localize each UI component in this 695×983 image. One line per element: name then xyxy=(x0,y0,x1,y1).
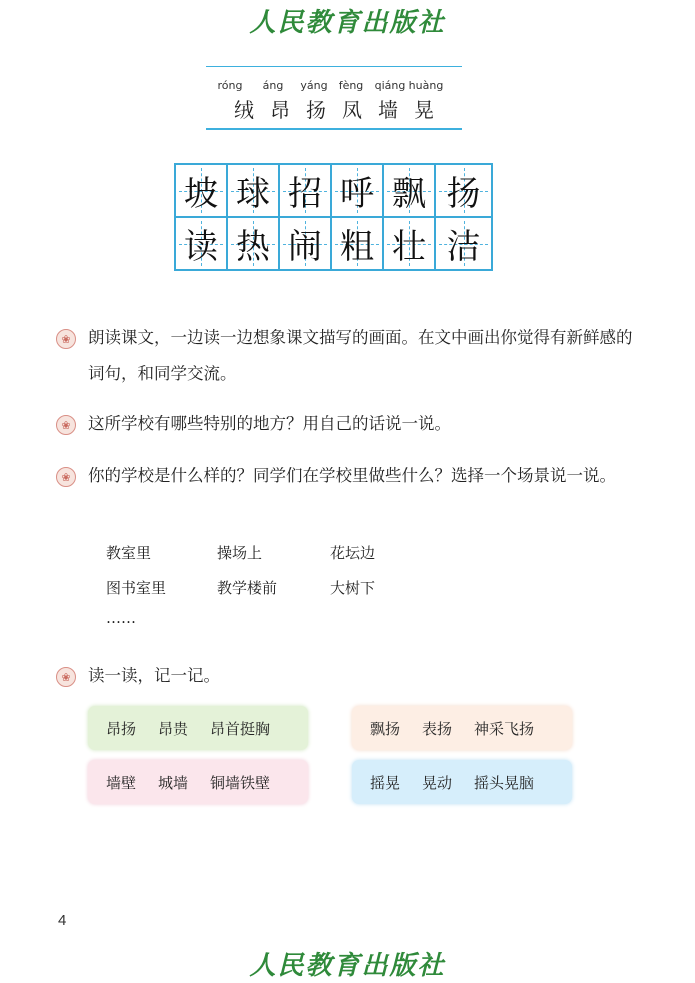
scene-example: 教学楼前 xyxy=(217,579,278,597)
grid-char: 招 xyxy=(288,174,322,214)
grid-char: 壮 xyxy=(392,227,426,267)
pinyin: fèng xyxy=(338,79,364,92)
question-text: 这所学校有哪些特别的地方？用自己的话说一说。 xyxy=(88,414,451,433)
grid-cell xyxy=(176,218,228,269)
scene-example: 图书室里 xyxy=(106,579,167,597)
grid-cell xyxy=(228,165,280,216)
pinyin: róng xyxy=(217,79,243,92)
grid-cell xyxy=(176,165,228,216)
grid-row-1 xyxy=(176,165,491,218)
pinyin: huàng xyxy=(408,79,444,92)
word: 摇晃 xyxy=(370,773,401,792)
publisher-header: 人民教育出版社 xyxy=(249,8,446,38)
scene-example: 操场上 xyxy=(217,544,263,562)
question-text: 你的学校是什么样的？同学们在学校里做些什么？选择一个场景说一说。 xyxy=(88,466,616,485)
grid-cell xyxy=(280,218,332,269)
word: 城墙 xyxy=(158,773,189,792)
word-box-yang xyxy=(352,706,572,750)
grid-char: 热 xyxy=(236,227,270,267)
word: 晃动 xyxy=(422,773,453,792)
word: 神采飞扬 xyxy=(474,719,535,738)
grid-cell xyxy=(384,218,436,269)
word: 摇头晃脑 xyxy=(474,773,535,792)
word: 飘扬 xyxy=(370,719,401,738)
grid-char: 飘 xyxy=(392,174,426,214)
question-text: 读一读，记一记。 xyxy=(88,666,220,685)
grid-cell xyxy=(384,165,436,216)
word: 铜墙铁壁 xyxy=(210,773,271,792)
new-char: 晃 xyxy=(414,98,434,122)
pinyin: áng xyxy=(262,79,284,92)
grid-row-2 xyxy=(176,218,491,271)
pinyin: qiáng xyxy=(374,79,406,92)
grid-cell xyxy=(436,218,491,269)
writing-grid xyxy=(174,163,493,271)
scene-ellipsis: …… xyxy=(106,609,136,627)
new-char: 凤 xyxy=(342,98,362,122)
scene-example: 花坛边 xyxy=(330,544,376,562)
grid-char: 洁 xyxy=(446,227,481,267)
grid-char: 坡 xyxy=(184,174,218,214)
question-text: 朗读课文，一边读一边想象课文描写的画面。在文中画出你觉得有新鲜感的词句，和同学交流。 xyxy=(88,328,633,383)
page-number: 4 xyxy=(58,912,67,929)
grid-cell xyxy=(280,165,332,216)
word-box-ang xyxy=(88,706,308,750)
scene-example: 教室里 xyxy=(106,544,152,562)
word: 昂扬 xyxy=(106,719,137,738)
new-char: 绒 xyxy=(234,98,254,122)
word: 昂首挺胸 xyxy=(210,719,271,738)
grid-cell xyxy=(332,165,384,216)
word: 墙壁 xyxy=(106,773,137,792)
flower-bullet-icon xyxy=(56,415,76,435)
new-char: 扬 xyxy=(306,98,326,122)
grid-char: 呼 xyxy=(340,174,374,214)
flower-bullet-icon xyxy=(56,467,76,487)
grid-char: 闹 xyxy=(288,227,322,267)
word: 表扬 xyxy=(422,719,453,738)
flower-bullet-icon xyxy=(56,667,76,687)
pinyin-row xyxy=(206,79,462,93)
pinyin: yáng xyxy=(300,79,328,92)
scene-example: 大树下 xyxy=(330,579,376,597)
grid-cell xyxy=(228,218,280,269)
grid-char: 读 xyxy=(184,227,218,267)
new-char: 昂 xyxy=(270,98,290,122)
word: 昂贵 xyxy=(158,719,189,738)
new-words-block xyxy=(206,66,462,130)
new-char-row xyxy=(206,94,462,122)
new-char: 墙 xyxy=(378,98,398,122)
grid-cell xyxy=(436,165,491,216)
flower-bullet-icon xyxy=(56,329,76,349)
publisher-footer: 人民教育出版社 xyxy=(249,951,446,981)
grid-char: 球 xyxy=(236,174,270,214)
word-box-huang xyxy=(352,760,572,804)
grid-char: 粗 xyxy=(340,227,374,267)
grid-cell xyxy=(332,218,384,269)
word-box-qiang xyxy=(88,760,308,804)
grid-char: 扬 xyxy=(446,174,481,214)
